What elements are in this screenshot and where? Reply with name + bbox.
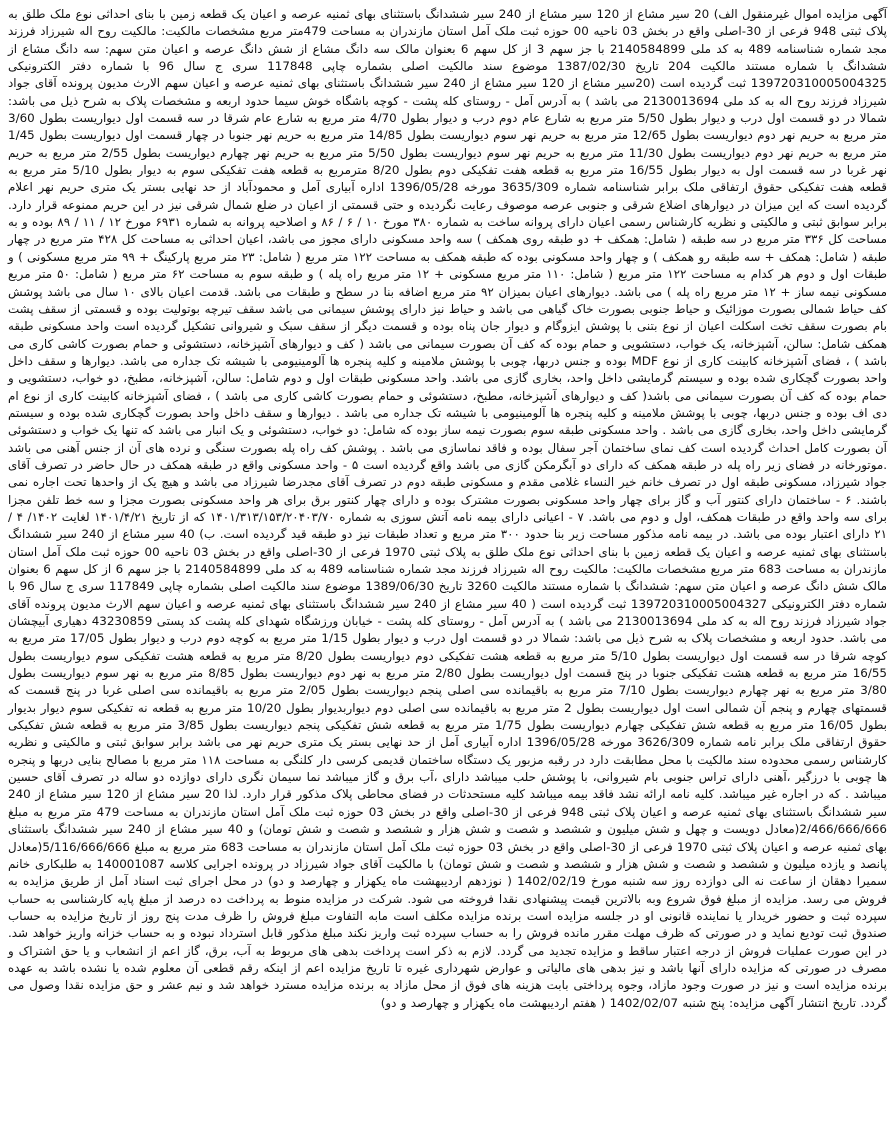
auction-notice-body: آگهی مزایده اموال غیرمنقول الف) 20 سیر مشاع از 120 سیر مشاع از 240 سیر ششدانگ باستثنای بهای ثمنیه عرصه و اعیان یک قطعه زمین با بنای احداثی نوع ملک طلق به پلاک ثبتی 948 فرعی از 30-اصلی واقع در بخش 03 ناحیه 00 حوزه ثبت ملک آمل استان مازندران به مساحت 479متر مربع مشخصات مالکیت: مالکیت روح اله شیرزاد فرزند مجد شماره شناسنامه 489 به کد ملی 2140584899 با جز سهم 3 از کل سهم 6 بعنوان مالک سه دانگ مشاع از شش دانگ عرصه و اعیان متن سهم: سه دانگ مشاع از ششدانگ با شماره مستند مالکیت 204 تاریخ 1387/02/30 موضوع سند مالکیت اصلی بشماره چاپی 117848 سری ج سال 96 با شماره دفتر الکترونیکی 139720310005004325 ثبت گردیده است (20سیر مشاع از 120 سیر مشاع از 240 سیر ششدانگ باستثنای بهای ثمنیه عرصه و اعیان سهم الارث مدیون پرونده آقای جواد شیرزاد فرزند روح اله به کد ملی 2130013694 می باشد ) به آدرس آمل - روستای کله پشت - کوچه باشگاه خوش سیما حدود اربعه و مشخصات پلاک به شرح ذیل می باشد: شمالا در دو قسمت اول درب و دیوار بطول 5/50 متر مربع به شارع عام دوم درب و دیوار بطول 4/70 متر مربع به شارع عام شرقا در سه قسمت اول دیواریست بطول 3/60 متر مربع به حریم نهر دوم دیواریست بطول 12/65 متر مربع به حریم نهر سوم دیواریست بطول 14/85 متر مربع به حریم نهر جنوبا در چهار قسمت اول دیواریست بطول 1/45 متر مربع به حریم نهر دوم دیواریست بطول 11/30 متر مربع به حریم نهر سوم دیواریست بطول 5/50 متر مربع به حریم نهر چهارم دیواریست بطول 2/55 متر مربع به حریم نهر غربا در سه قسمت اول به دیوار بطول 16/55 متر مربع به قطعه هفت تفکیکی دوم بطول 8/20 مترمربع به قطعه هفت تفکیکی سوم به دیوار بطول 5/10 متر مربع به قطعه هفت تفکیکی حقوق ارتفاقی ملک برابر شناسنامه شماره 3635/309 مورخه 1396/05/28 اداره آبیاری آمل و محمودآباد از حد نهایی بستر یک متری حریم نهر اعلام گردیده است که این میزان در دیوارهای اضلاع شرقی و جنوبی عرصه موصوف رعایت نگردیده و حتی قسمتی از اعیان در ضلع شمال شرقی نیز در این حریم ممنوعه قرار دارد. برابر سوابق ثبتی و مالکیتی و نظریه کارشناس رسمی اعیان دارای پروانه ساخت به شماره ۳۸۰ مورخ ۱۰ / ۶ / ۸۶ و اصلاحیه پروانه به شماره ۶۹۳۱ مورخ ۱۲ / ۱۱ / ۸۹ بوده و به مساحت کل ۳۳۶ متر مربع در سه طبقه ( شامل: همکف + دو طبقه روی همکف ) سه واحد مسکونی دارای مجوز می باشد، اعیان احداثی به مساحت کل ۴۲۸ متر مربع در چهار طبقه ( شامل: همکف + سه طبقه رو همکف ) و چهار واحد مسکونی بوده که طبقه همکف به مساحت ۱۲۲ متر مربع ( شامل: ۲۳ متر مربع پارکینگ + ۹۹ متر مربع مسکونی ) و طبقات اول و دوم هر کدام به مساحت ۱۲۲ متر مربع ( شامل: ۱۱۰ متر مربع مسکونی + ۱۲ متر مربع راه پله ) و طبقه سوم به مساحت ۶۲ متر مربع ( شامل: ۵۰ متر مربع مسکونی نیمه ساز + ۱۲ متر مربع راه پله ) می باشد. دیوارهای اعیان بمیزان ۹۲ متر مربع اضافه بنا در سطح و طبقات می باشد. قدمت اعیان بالای ۱۰ سال می باشد پوشش کف حیاط شمالی بصورت موزائیک و حیاط جنوبی بصورت خاک گیاهی می باشد و حیاط نیز دارای پوشش سیمانی می باشد سقف تیرچه بوتولیت بوده و قسمتی از سقف پشت بام بصورت سقف تخت اسکلت اعیان از نوع بتنی با پوشش ایزوگام و دیوار جان پناه بوده و قسمت دیگر از سقف سبک و شیروانی تشکیل گردیده است واحد مسکونی طبقه همکف شامل: سالن، آشپزخانه، یک خواب، دستشویی و حمام بوده که کف آن بصورت سیمانی می باشد ( کف و دیوارهای آشپزخانه، دستشوئی و حمام بصورت کاشی کاری می باشد ) ، فضای آشپزخانه کابینت کاری از نوع MDF بوده و جنس دربها، چوبی با پوشش ملامینه و کلیه پنجره ها آلومینیومی با شیشه تک جداره می باشد. دیوارها و سقف داخل واحد بصورت گچکاری شده بوده و سیستم گرمایشی داخل واحد، بخاری گازی می باشد. واحد مسکونی طبقات اول و دوم شامل: سالن، آشپزخانه، مطبخ، دو خواب، دستشویی و حمام بوده که کف آن بصورت سیمانی می باشد( کف و دیوارهای آشپزخانه، مطبخ، دستشوئی و حمام بصورت کاشی کاری می باشد ) ، فضای آشپزخانه کابینت کاری از نوع ام دی اف بوده و جنس دربها، چوبی با پوشش ملامینه و کلیه پنجره ها آلومینیومی با شیشه تک جداره می باشد . دیوارها و سقف داخل واحد بصورت گچکاری شده بوده و سیستم گرمایشی داخل واحد، بخاری گازی می باشد . واحد مسکونی طبقه سوم بصورت نیمه ساز بوده که شامل: دو خواب، دستشوئی و یک انبار می باشد که تنها یک خواب و دستشوئی آن بصورت کامل احداث گردیده است کف نمای ساختمان آجر سفال بوده و فاقد نماسازی می باشد . پوشش کف راه پله بصورت سنگی و نرده های آن از جنس آهنی می باشد .موتورخانه در فضای زیر راه پله در طبقه همکف که دارای دو آبگرمکن گازی می باشد واقع گردیده است ۵ - واحد مسکونی واقع در طبقه همکف در حال حاضر در تصرف آقای جواد شیرزاد، مسکونی طبقه اول در تصرف خانم خیر النساء غلامی مقدم و مسکونی طبقه دوم در تصرف آقای مجدرضا شیرزاد می باشد و هیچ یک از واحدها تحت اجاره نمی باشند. ۶ - ساختمان دارای کنتور آب و گاز برای چهار واحد مسکونی بصورت مشترک بوده و دارای چهار کنتور برق برای هر واحد مسکونی بصورت مجزا و سه خط تلفن مجزا برای سه واحد واقع در طبقات همکف، اول و دوم می باشد. ۷ - اعیانی دارای بیمه نامه آتش سوزی به شماره ۱۴۰۱/۳۱۳/۱۵۳/۲۰۴۰۳/۷۰ که از تاریخ ۱۴۰۱/۴/۲۱ لغایت ۱۴۰۲/ ۴ / ۲۱ دارای اعتبار بوده می باشد. در بیمه نامه مذکور مساحت زیر بنا حدود ۳۰۰ متر مربع و تعداد طبقات نیز دو طبقه قید گردیده است. ب) 40 سیر مشاع از 240 سیر ششدانگ باستثنای بهای ثمنیه عرصه و اعیان یک قطعه زمین با بنای احداثی نوع ملک طلق به پلاک ثبتی 1970 فرعی از 30-اصلی واقع در بخش 03 ناحیه 00 حوزه ثبت ملک آمل استان مازندران به مساحت 683 متر مربع مشخصات مالکیت: مالکیت روح اله شیرزاد فرزند مجد شماره شناسنامه 489 به کد ملی 2140584899 با جز سهم 6 از کل سهم 6 بعنوان مالک شش دانگ عرصه و اعیان متن سهم: ششدانگ با شماره مستند مالکیت 3260 تاریخ 1389/06/30 موضوع سند مالکیت اصلی بشماره چاپی 117849 سری ج سال 96 با شماره دفتر الکترونیکی 139720310005004327 ثبت گردیده است ( 40 سیر مشاع از 240 سیر ششدانگ باستثنای بهای ثمنیه عرصه و اعیان سهم الارث مدیون پرونده آقای جواد شیرزاد فرزند روح اله به کد ملی 2130013694 می باشد ) به آدرس آمل - روستای کله پشت - خیابان ورزشگاه شهدای کله پشت کد پستی 43230859 دهیاری آبیچشان می باشد. حدود اربعه و مشخصات پلاک به شرح ذیل می باشد: شمالا در دو قسمت اول درب و دیوار بطول 1/15 متر مربع به کوچه دوم درب و دیوار بطول 17/05 متر مربع به کوچه شرقا در سه قسمت اول دیواریست بطول 5/10 متر مربع به قطعه هشت تفکیکی دوم دیواریست بطول 8/20 متر مربع به قطعه هشت تفکیکی سوم دیواریست بطول 16/55 متر مربع به قطعه هشت تفکیکی جنوبا در پنج قسمت اول دیواریست بطول 2/80 متر مربع به نهر دوم دیواریست بطول 8/85 متر مربع به نهر سوم دیواریست بطول 3/80 متر مربع به نهر چهارم دیواریست بطول 7/10 متر مربع به باقیمانده سی اصلی پنجم دیواریست بطول 2/05 متر مربع به باقیمانده سی اصلی غربا در پنج قسمت که قسمتهای چهارم و پنجم آن شمالی است اول دیواریست بطول 2 متر مربع به باقیمانده سی اصلی دوم دیواربدیوار بطول 10/20 متر مربع به قطعه نه تفکیکی سوم دیوار بدیوار بطول 16/05 متر مربع به قطعه شش تفکیکی چهارم دیواریست بطول 1/75 متر مربع به قطعه شش تفکیکی پنجم دیواریست بطول 3/85 متر مربع به قطعه شش تفکیکی حقوق ارتفاقی ملک برابر نامه شماره 3626/309 مورخه 1396/05/28 اداره آبیاری آمل از حد نهایی بستر یک متری حریم نهر می باشد برابر سوابق ثبتی و مالکیتی و نظریه کارشناس رسمی محدوده سند مالکیت با محل مطابقت دارد در رقبه مزبور یک دستگاه ساختمان قدیمی کرسی دار کلنگی به مساحت ۱۱۸ متر مربع با مصالح بنایی دربها و پنجره ها چوبی با درزگیر ،آهنی دارای تراس جنوبی بام شیروانی، با پوشش حلب میباشد دارای ،آب برق و گاز میباشد نما سیمان نگری دارای دوازده دو ساله در تصرف آقای حسین میباشد . که در اجاره غیر میباشد. کلیه نامه ارائه نشد فاقد بیمه میباشد کلیه مستحدثات در فضای محاطی پلاک مذکور قرار دارد. لذا 20 سیر مشاع از 120 سیر مشاع از 240 سیر ششدانگ باستثنای بهای ثمنیه عرصه و اعیان پلاک ثبتی 948 فرعی از 30-اصلی واقع در بخش 03 حوزه ثبت ملک آمل استان مازندران به مساحت 479 متر مربع به مبلغ 2/466/666/666(معادل دویست و چهل و شش میلیون و ششصد و شصت و شش هزار و ششصد و شصت و شش تومان) و 40 سیر مشاع از 240 سیر ششدانگ باستثنای بهای ثمنیه عرصه و اعیان پلاک ثبتی 1970 فرعی از 30-اصلی واقع در بخش 03 حوزه ثبت ملک آمل استان مازندران به مساحت 683 متر مربع به مبلغ 5/116/666/666(معادل پانصد و یازده میلیون و ششصد و شصت و شش هزار و ششصد و شصت و شش تومان) با مالکیت آقای جواد شیرزاد در پرونده اجرایی کلاسه 140001087 به طلبکاری خانم سمیرا دهقان از ساعت نه الی دوازده روز سه شنبه مورخ 1402/02/19 ( نوزدهم اردیبهشت ماه یکهزار و چهارصد و دو) در محل اجرای ثبت اسناد آمل از طریق مزایده به فروش می رسد. مزایده از مبلغ فوق شروع وبه بالاترین قیمت پیشنهادی نقدا فروخته می شود. شرکت در مزایده منوط به پرداخت ده درصد از مبلغ پایه کارشناسی به حساب سپرده ثبت و حضور خریدار یا نماینده قانونی او در جلسه مزایده است برنده مزایده مکلف است مابه التفاوت مبلغ فروش را ظرف مدت پنج روز از تاریخ مزایده به حساب صندوق ثبت تودیع نماید و در صورتی که ظرف مهلت مقرر مانده فروش را به حساب سپرده ثبت واریز نکند مبلغ مذکور قابل استرداد نبوده و به حساب خزانه واریز خواهد شد. در این صورت عملیات فروش از درجه اعتبار ساقط و مزایده تجدید می گردد. لازم به ذکر است پرداخت بدهی های مربوط به آب، برق، گاز اعم از انشعاب و یا حق اشتراک و مصرف در صورتی که مزایده دارای آنها باشد و نیز بدهی های مالیاتی و عوارض شهرداری غیره تا تاریخ مزایده اعم از اینکه رقم قطعی آن معلوم شده یا نشده باشد به عهده برنده مزایده است و نیز در صورت وجود مازاد، وجوه پرداختی بابت هزینه های فوق از محل مازاد به برنده مزایده مسترد خواهد شد و نیم عشر و حق مزایده نقدا وصول می گردد. تاریخ انتشار آگهی مزایده: پنج شنبه 1402/02/07 ( هفتم اردیبهشت ماه یکهزار و چهارصد و دو) [8, 7, 888, 1010]
